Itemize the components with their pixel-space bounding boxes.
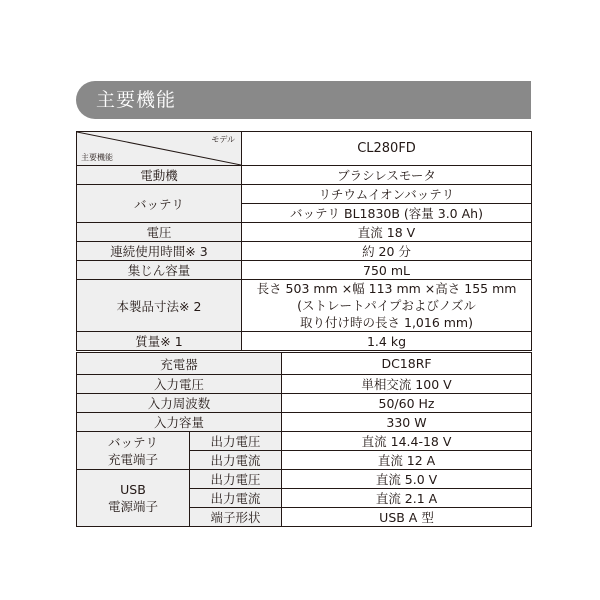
table-row <box>77 185 532 204</box>
usb-terminal-label <box>77 470 190 527</box>
mass-value: 1.4 kg <box>242 332 532 351</box>
table-row <box>77 280 532 332</box>
battery-terminal-label <box>77 432 190 470</box>
input-capacity-label: 入力容量 <box>77 413 282 432</box>
dimensions-line-1: 長さ 503 mm ×幅 113 mm ×高さ 155 mm <box>256 281 517 296</box>
dimensions-line-2: (ストレートパイプおよびノズル <box>297 298 476 313</box>
input-voltage-value: 単相交流 100 V <box>282 375 532 394</box>
battery-value-model: バッテリ BL1830B (容量 3.0 Ah) <box>242 204 532 223</box>
table-row <box>77 166 532 185</box>
corner-bottom-label: 主要機能 <box>81 153 113 162</box>
dust-capacity-value: 750 mL <box>242 261 532 280</box>
table-row <box>77 394 532 413</box>
battery-out-voltage-value: 直流 14.4-18 V <box>282 432 532 451</box>
dimensions-label: 本製品寸法※ 2 <box>77 280 242 332</box>
battery-out-voltage-label: 出力電圧 <box>190 432 282 451</box>
charger-label: 充電器 <box>77 353 282 375</box>
table-row <box>77 223 532 242</box>
battery-value-type: リチウムイオンバッテリ <box>242 185 532 204</box>
input-capacity-value: 330 W <box>282 413 532 432</box>
section-title: 主要機能 <box>96 89 177 111</box>
motor-label: 電動機 <box>77 166 242 185</box>
corner-top-label: モデル <box>211 135 235 144</box>
battery-terminal-label-line-2: 充電端子 <box>107 451 158 467</box>
input-frequency-label: 入力周波数 <box>77 394 282 413</box>
voltage-label: 電圧 <box>77 223 242 242</box>
table-row <box>77 242 532 261</box>
spec-table <box>76 131 532 351</box>
mass-label: 質量※ 1 <box>77 332 242 351</box>
usb-terminal-shape-label: 端子形状 <box>190 508 282 527</box>
battery-label: バッテリ <box>77 185 242 223</box>
usb-terminal-label-line-2: 電源端子 <box>107 499 158 514</box>
usb-out-voltage-label: 出力電圧 <box>190 470 282 489</box>
input-voltage-label: 入力電圧 <box>77 375 282 394</box>
battery-out-current-label: 出力電流 <box>190 451 282 470</box>
battery-out-current-value: 直流 12 A <box>282 451 532 470</box>
input-frequency-value: 50/60 Hz <box>282 394 532 413</box>
table-row <box>77 413 532 432</box>
charger-header-row <box>77 353 532 375</box>
dimensions-value <box>242 280 532 332</box>
usb-out-current-label: 出力電流 <box>190 489 282 508</box>
table-row <box>77 332 532 351</box>
voltage-value: 直流 18 V <box>242 223 532 242</box>
table-row <box>77 261 532 280</box>
runtime-label: 連続使用時間※ 3 <box>77 242 242 261</box>
corner-cell <box>77 132 242 166</box>
section-banner <box>76 81 531 119</box>
dust-capacity-label: 集じん容量 <box>77 261 242 280</box>
spec-header-row <box>77 132 532 166</box>
usb-out-current-value: 直流 2.1 A <box>282 489 532 508</box>
usb-out-voltage-value: 直流 5.0 V <box>282 470 532 489</box>
dimensions-line-3: 取り付け時の長さ 1,016 mm) <box>300 315 473 330</box>
table-row <box>77 375 532 394</box>
motor-value: ブラシレスモータ <box>242 166 532 185</box>
charger-model: DC18RF <box>282 353 532 375</box>
usb-terminal-shape-value: USB A 型 <box>282 508 532 527</box>
battery-terminal-label-line-1: バッテリ <box>107 434 158 450</box>
table-row <box>77 470 532 489</box>
usb-terminal-label-line-1: USB <box>120 482 146 497</box>
table-row <box>77 432 532 451</box>
runtime-value: 約 20 分 <box>242 242 532 261</box>
model-name: CL280FD <box>242 132 532 166</box>
charger-table <box>76 352 532 527</box>
